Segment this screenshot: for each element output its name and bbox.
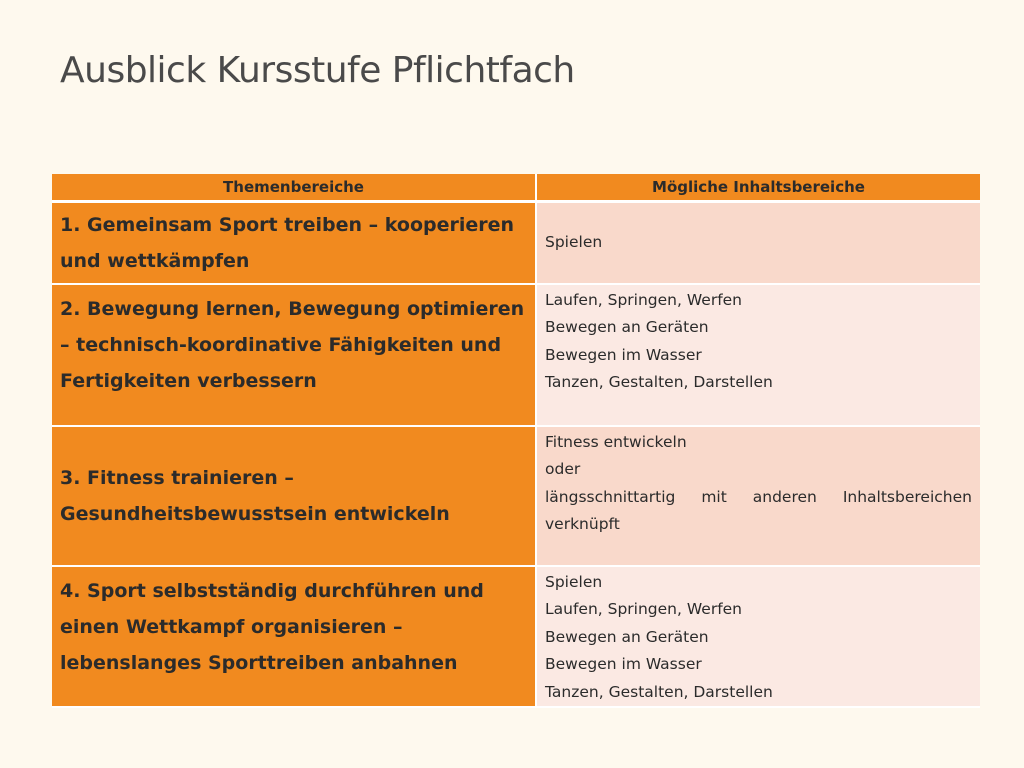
topic-cell xyxy=(52,284,536,426)
content-word: längsschnittartig xyxy=(545,487,676,506)
curriculum-table-container xyxy=(52,174,980,708)
topic-line: lebenslanges Sporttreiben anbahnen xyxy=(60,651,458,674)
topic-cell xyxy=(52,426,536,566)
content-word: mit xyxy=(701,487,727,506)
content-line: oder xyxy=(545,460,581,478)
topic-cell xyxy=(52,566,536,708)
header-inhaltsbereiche: Mögliche Inhaltsbereiche xyxy=(536,174,980,202)
content-line: Tanzen, Gestalten, Darstellen xyxy=(545,682,773,701)
topic-line: Gesundheitsbewusstsein entwickeln xyxy=(60,502,450,525)
content-cell xyxy=(536,566,980,708)
table-row xyxy=(52,566,980,708)
topic-cell xyxy=(52,202,536,284)
content-line: Bewegen an Geräten xyxy=(545,318,709,336)
content-word: Inhaltsbereichen xyxy=(842,487,972,506)
content-line: verknüpft xyxy=(545,515,620,533)
content-cell xyxy=(536,202,980,284)
topic-line: 4. Sport selbstständig durchführen und xyxy=(60,579,484,602)
table-row xyxy=(52,426,980,566)
content-line: Spielen xyxy=(545,572,603,591)
topic-line: Fertigkeiten verbessern xyxy=(60,369,317,392)
slide-title: Ausblick Kursstufe Pflichtfach xyxy=(60,50,575,91)
topic-line: und wettkämpfen xyxy=(60,249,250,272)
content-line: Bewegen an Geräten xyxy=(545,627,709,646)
content-line: Bewegen im Wasser xyxy=(545,655,702,673)
curriculum-table xyxy=(52,174,980,708)
table-row xyxy=(52,202,980,284)
content-line: Spielen xyxy=(545,233,603,251)
header-themenbereiche: Themenbereiche xyxy=(52,174,536,202)
table-header-row xyxy=(52,174,980,202)
content-line: Tanzen, Gestalten, Darstellen xyxy=(545,373,773,391)
table-row xyxy=(52,284,980,426)
topic-line: 2. Bewegung lernen, Bewegung optimieren xyxy=(60,297,525,320)
topic-line: – technisch-koordinative Fähigkeiten und xyxy=(60,333,502,356)
content-word: anderen xyxy=(752,487,817,506)
content-cell xyxy=(536,284,980,426)
content-line: Fitness entwickeln xyxy=(545,432,687,451)
topic-line: 1. Gemeinsam Sport treiben – kooperieren xyxy=(60,213,515,236)
content-line: Bewegen im Wasser xyxy=(545,345,702,364)
topic-line: einen Wettkampf organisieren – xyxy=(60,615,403,638)
content-line: Laufen, Springen, Werfen xyxy=(545,600,743,618)
content-line: Laufen, Springen, Werfen xyxy=(545,290,743,309)
content-line-justified xyxy=(545,484,972,512)
content-cell xyxy=(536,426,980,566)
topic-line: 3. Fitness trainieren – xyxy=(60,466,294,489)
